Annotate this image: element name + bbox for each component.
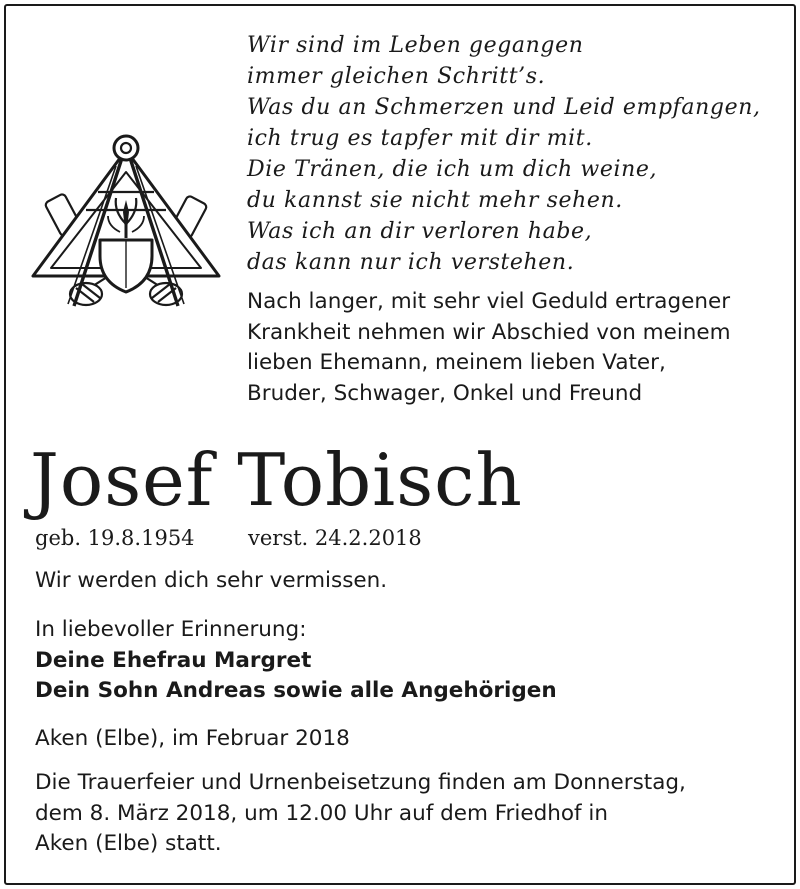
poem-line: immer gleichen Schritt’s. <box>247 64 546 89</box>
mourners-block <box>35 615 557 707</box>
place-date-block <box>35 724 350 755</box>
death-date: verst. 24.2.2018 <box>248 526 422 550</box>
poem-line: Was ich an dir verloren habe, <box>247 219 593 244</box>
poem-line: Wir sind im Leben gegangen <box>247 33 584 58</box>
intro-line: Krankheit nehmen wir Abschied von meinem <box>247 319 731 345</box>
poem-line: Was du an Schmerzen und Leid empfangen, <box>247 95 761 120</box>
birth-date: geb. 19.8.1954 <box>35 526 195 550</box>
miss-text: Wir werden dich sehr vermissen. <box>35 568 388 593</box>
miss-text-block <box>35 566 387 597</box>
poem-line: ich trug es tapfer mit dir mit. <box>247 126 593 151</box>
life-dates <box>35 523 422 553</box>
poem <box>247 30 777 278</box>
place-date: Aken (Elbe), im Februar 2018 <box>35 726 350 751</box>
masonic-emblem-icon <box>28 128 224 314</box>
intro-line: Nach langer, mit sehr viel Geduld ertragener <box>247 289 731 314</box>
poem-line: Die Tränen, die ich um dich weine, <box>247 157 658 182</box>
service-line: Aken (Elbe) statt. <box>35 831 222 856</box>
mourner-name: Dein Sohn Andreas sowie alle Angehörigen <box>35 678 557 703</box>
intro-line: Bruder, Schwager, Onkel und Freund <box>247 380 643 406</box>
service-line: Die Trauerfeier und Urnenbeisetzung finden am Donnerstag, <box>35 770 686 795</box>
mourners-heading: In liebevoller Erinnerung: <box>35 617 307 642</box>
poem-line: du kannst sie nicht mehr sehen. <box>247 188 623 213</box>
poem-line: das kann nur ich verstehen. <box>247 250 575 275</box>
intro-line: lieben Ehemann, meinem lieben Vater, <box>247 350 666 375</box>
service-line: dem 8. März 2018, um 12.00 Uhr auf dem Friedhof in <box>35 800 609 826</box>
deceased-name: Josef Tobisch <box>30 438 523 522</box>
intro-text <box>247 287 787 409</box>
service-info <box>35 768 686 860</box>
mourner-name: Deine Ehefrau Margret <box>35 647 312 673</box>
